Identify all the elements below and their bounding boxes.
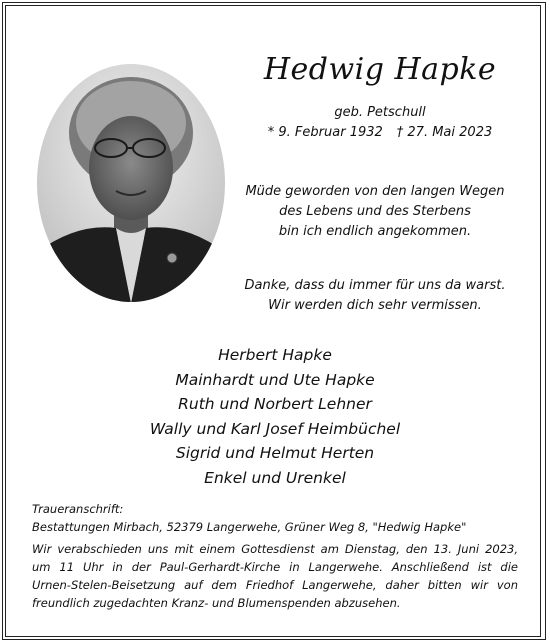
mourners-list xyxy=(60,343,490,490)
verse-line: Danke, dass du immer für uns da warst. xyxy=(244,278,506,293)
notice-line: freundlich zugedachten Kranz- und Blumenspenden abzusehen. xyxy=(32,596,401,610)
birth-date: * 9. Februar 1932 xyxy=(267,125,383,140)
verse-line: Wir werden dich sehr vermissen. xyxy=(268,298,482,313)
verse-line: bin ich endlich angekommen. xyxy=(278,224,472,239)
verse-line: Müde geworden von den langen Wegen xyxy=(245,184,505,199)
verse-1 xyxy=(225,182,525,242)
address-text: Bestattungen Mirbach, 52379 Langerwehe, Grüner Weg 8, "Hedwig Hapke" xyxy=(32,520,467,534)
life-dates xyxy=(245,125,515,140)
notice-line: um 11 Uhr in der Paul-Gerhardt-Kirche in Langerwehe. Anschließend ist die xyxy=(32,560,518,574)
mourner-name: Sigrid und Helmut Herten xyxy=(175,444,375,462)
mourner-name: Ruth und Norbert Lehner xyxy=(178,395,372,413)
death-date: † 27. Mai 2023 xyxy=(396,125,493,140)
portrait-photo xyxy=(36,63,226,303)
mourner-name: Wally und Karl Josef Heimbüchel xyxy=(149,419,401,438)
mourner-name: Enkel und Urenkel xyxy=(204,468,346,487)
address-label: Traueranschrift: xyxy=(32,502,124,516)
mourner-name: Mainhardt und Ute Hapke xyxy=(175,370,375,389)
service-notice xyxy=(32,540,518,612)
notice-line: Wir verabschieden uns mit einem Gottesdienst am Dienstag, den 13. Juni 2023, xyxy=(32,542,518,556)
notice-line: Urnen-Stelen-Beisetzung auf dem Friedhof Langerwehe, daher bitten wir von xyxy=(32,578,518,592)
verse-2 xyxy=(225,276,525,316)
mourning-address xyxy=(32,500,522,536)
deceased-name: Hedwig Hapke xyxy=(263,52,497,87)
birth-name: geb. Petschull xyxy=(334,105,426,120)
verse-line: des Lebens und des Sterbens xyxy=(279,204,471,219)
mourner-name: Herbert Hapke xyxy=(218,346,332,364)
